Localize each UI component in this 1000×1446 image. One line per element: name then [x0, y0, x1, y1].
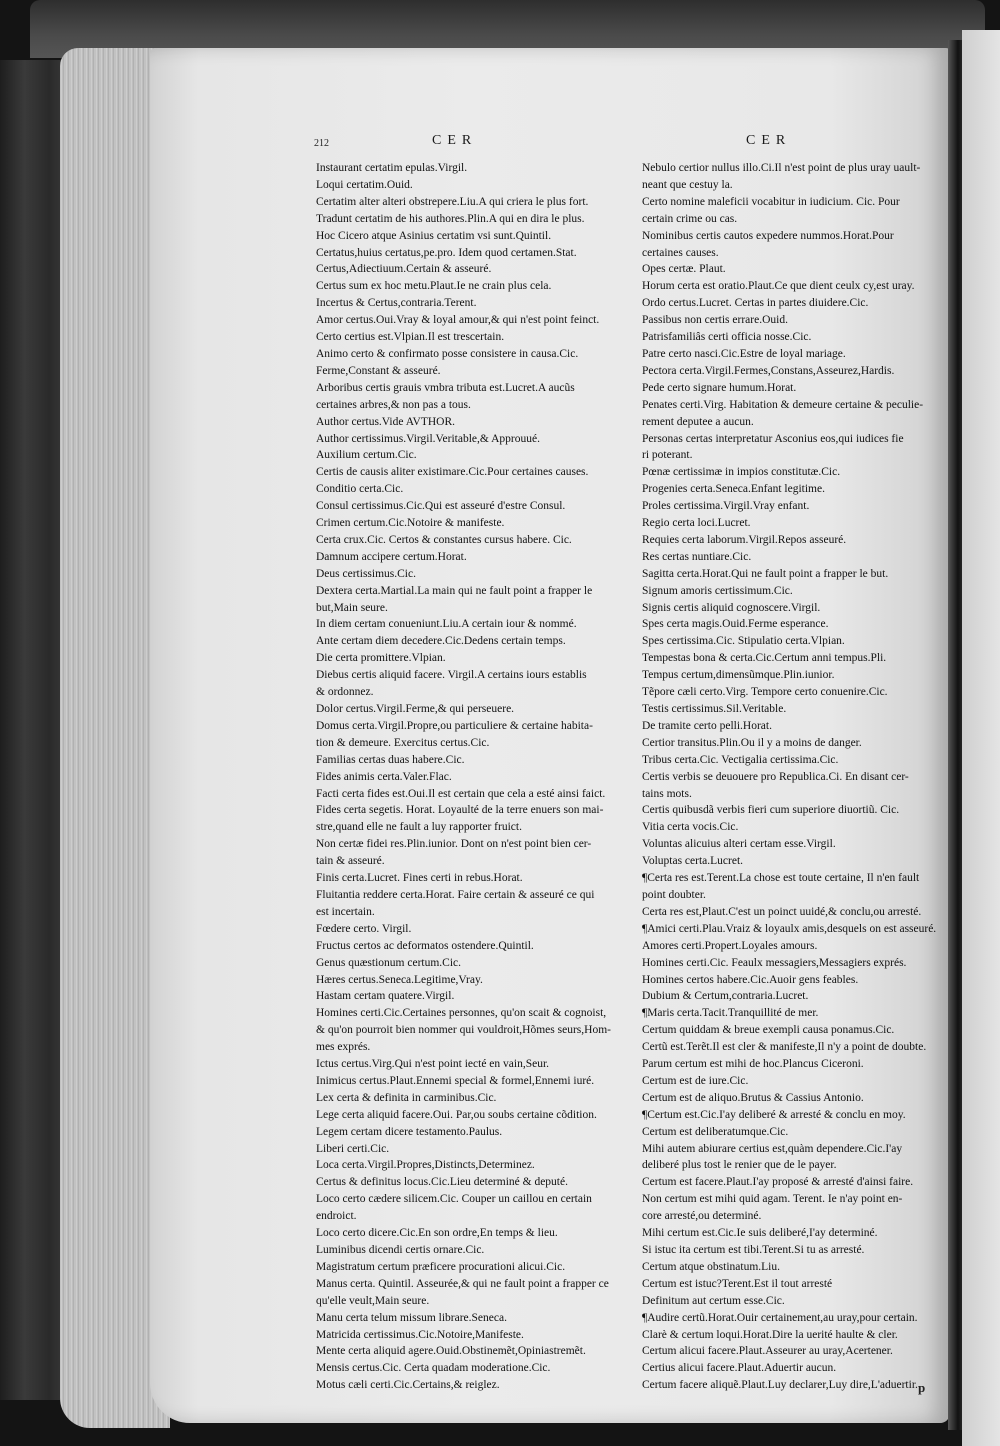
dictionary-entry-line: rement deputee a aucun. [642, 415, 754, 428]
dictionary-entry-line: Certum alicui facere.Plaut.Asseurer au uray,Acertener. [642, 1345, 893, 1358]
dictionary-entry-line: Damnum accipere certum.Horat. [316, 550, 467, 563]
dictionary-entry-line: Opes certæ. Plaut. [642, 263, 726, 276]
dictionary-entry-line: ¶Maris certa.Tacit.Tranquillité de mer. [642, 1007, 819, 1020]
dictionary-entry-line: Certũ est.Terẽt.Il est cler & manifeste,Il n'y a point de doubte. [642, 1041, 927, 1054]
dictionary-entry-line: Certum est de aliquo.Brutus & Cassius Antonio. [642, 1091, 864, 1104]
dictionary-entry-line: Non certum est mihi quid agam. Terent. Ie n'ay point en- [642, 1193, 903, 1206]
dictionary-entry-line: Certo nomine maleficii vocabitur in iudicium. Cic. Pour [642, 195, 900, 208]
dictionary-entry-line: Domus certa.Virgil.Propre,ou particuliere & certaine habita- [316, 719, 593, 732]
dictionary-entry-line: Clarè & certum loqui.Horat.Dire la uerité haulte & cler. [642, 1328, 898, 1341]
dictionary-entry-line: Certa res est,Plaut.C'est un poinct uuidé,& conclu,ou arresté. [642, 905, 922, 918]
dictionary-entry-line: Sagitta certa.Horat.Qui ne fault point a frapper le but. [642, 567, 889, 580]
dictionary-entry-line: tains mots. [642, 787, 692, 800]
dictionary-entry-line: Vitia certa vocis.Cic. [642, 821, 739, 834]
right-running-head: CER [746, 133, 792, 148]
dictionary-entry-line: Proles certissima.Virgil.Vray enfant. [642, 500, 810, 513]
left-running-head: CER [432, 133, 478, 148]
dictionary-entry-line: Tempus certum,dimensũmque.Plin.iunior. [642, 669, 835, 682]
dictionary-entry-line: Tempestas bona & certa.Cic.Certum anni tempus.Pli. [642, 652, 887, 665]
dictionary-entry-line: Auxilium certum.Cic. [316, 449, 417, 462]
dictionary-entry-line: Instaurant certatim epulas.Virgil. [316, 162, 468, 174]
dictionary-entry-line: Matricida certissimus.Cic.Notoire,Manifeste. [316, 1328, 524, 1341]
dictionary-entry-line: Ante certam diem decedere.Cic.Dedens certain temps. [316, 635, 566, 648]
dictionary-entry-line: Horum certa est oratio.Plaut.Ce que dient ceulx cy,est uray. [642, 280, 915, 293]
dictionary-entry-line: Certus sum ex hoc metu.Plaut.Ie ne crain plus cela. [316, 280, 552, 293]
dictionary-entry-line: Spes certissima.Cic. Stipulatio certa.Vlpian. [642, 635, 845, 648]
dictionary-entry-line: Fluitantia reddere certa.Horat. Faire certain & asseuré ce qui [316, 888, 595, 901]
dictionary-entry-line: Amores certi.Propert.Loyales amours. [642, 939, 818, 952]
dictionary-entry-line: Liberi certi.Cic. [316, 1142, 390, 1155]
dictionary-entry-line: ¶Certum est.Cic.I'ay deliberé & arresté & conclu en moy. [642, 1108, 906, 1121]
dictionary-entry-line: certaines arbres,& non pas a tous. [316, 398, 471, 411]
dictionary-entry-line: but,Main seure. [316, 601, 388, 614]
right-column [642, 160, 942, 1394]
dictionary-entry-line: Parum certum est mihi de hoc.Plancus Ciceroni. [642, 1058, 864, 1071]
dictionary-entry-line: Loca certa.Virgil.Propres,Distincts,Determinez. [316, 1159, 535, 1172]
dictionary-entry-line: Lex certa & definita in carminibus.Cic. [316, 1091, 497, 1104]
dictionary-entry-line: Loco certo cædere silicem.Cic. Couper un caillou en certain [316, 1193, 592, 1206]
dictionary-entry-line: Certis verbis se deuouere pro Republica.Ci. En disant cer- [642, 770, 909, 783]
dictionary-entry-line: Fides animis certa.Valer.Flac. [316, 770, 452, 783]
dictionary-entry-line: Certius alicui facere.Plaut.Aduertir aucun. [642, 1362, 837, 1375]
dictionary-entry-line: Deus certissimus.Cic. [316, 567, 416, 580]
dictionary-entry-line: Finis certa.Lucret. Fines certi in rebus.Horat. [316, 872, 523, 885]
signature-mark: p [918, 1380, 926, 1395]
dictionary-entry-line: Fides certa segetis. Horat. Loyaulté de la terre enuers son mai- [316, 804, 604, 817]
dictionary-entry-line: Mihi certum est.Cic.Ie suis deliberé,I'ay determiné. [642, 1227, 878, 1240]
dictionary-entry-line: Certo certius est.Vlpian.Il est trescertain. [316, 331, 505, 344]
dictionary-entry-line: Certior transitus.Plin.Ou il y a moins de danger. [642, 736, 862, 749]
dictionary-entry-line: Fructus certos ac deformatos ostendere.Quintil. [316, 939, 534, 952]
dictionary-entry-line: ¶Audire certũ.Horat.Ouir certainement,au uray,pour certain. [642, 1311, 918, 1324]
dictionary-entry-line: Loqui certatim.Ouid. [316, 178, 413, 191]
dictionary-entry-line: point doubter. [642, 888, 706, 901]
dictionary-entry-line: Nebulo certior nullus illo.Ci.Il n'est point de plus uray uault- [642, 162, 921, 174]
dictionary-entry-line: Personas certas interpretatur Asconius eos,qui iudices fie [642, 432, 904, 445]
dictionary-entry-line: endroict. [316, 1210, 357, 1223]
dictionary-entry-line: Certus,Adiectiuum.Certain & asseuré. [316, 263, 492, 276]
dictionary-entry-line: Hæres certus.Seneca.Legitime,Vray. [316, 973, 483, 986]
dictionary-entry-line: est incertain. [316, 905, 375, 918]
dictionary-entry-line: Hastam certam quatere.Virgil. [316, 990, 455, 1003]
dictionary-entry-line: certaines causes. [642, 246, 719, 259]
dictionary-entry-line: Arboribus certis grauis vmbra tributa est.Lucret.A aucũs [316, 381, 575, 394]
dictionary-entry-line: ri poterant. [642, 449, 693, 462]
dictionary-entry-line: Hoc Cicero atque Asinius certatim vsi sunt.Quintil. [316, 229, 552, 242]
dictionary-entry-line: Tradunt certatim de his authores.Plin.A qui en dira le plus. [316, 212, 585, 225]
dictionary-entry-line: Definitum aut certum esse.Cic. [642, 1294, 785, 1307]
dictionary-entry-line: Pœnæ certissimæ in impios constitutæ.Cic. [642, 466, 841, 479]
dictionary-entry-line: ¶Certa res est.Terent.La chose est toute certaine, Il n'en fault [642, 872, 920, 885]
dictionary-entry-line: Spes certa magis.Ouid.Ferme esperance. [642, 618, 829, 631]
dictionary-entry-line: Res certas nuntiare.Cic. [642, 550, 752, 563]
dictionary-entry-line: Certum est de iure.Cic. [642, 1074, 749, 1087]
dictionary-entry-line: Animo certo & confirmato posse consistere in causa.Cic. [316, 347, 579, 360]
dictionary-entry-line: Genus quæstionum certum.Cic. [316, 956, 462, 969]
dictionary-entry-line: Legem certam dicere testamento.Paulus. [316, 1125, 503, 1138]
dictionary-entry-line: tain & asseuré. [316, 855, 385, 868]
dictionary-entry-line: Homines certos habere.Cic.Auoir gens feables. [642, 973, 859, 986]
dictionary-entry-line: Tribus certa.Cic. Vectigalia certissima.Cic. [642, 753, 839, 766]
dictionary-entry-line: Regio certa loci.Lucret. [642, 517, 751, 530]
dictionary-entry-line: core arresté,ou determiné. [642, 1210, 762, 1223]
dictionary-entry-line: Fœdere certo. Virgil. [316, 922, 412, 935]
dictionary-entry-line: Passibus non certis errare.Ouid. [642, 314, 788, 327]
dictionary-entry-line: Diebus certis aliquid facere. Virgil.A certains iours establis [316, 669, 587, 682]
dictionary-entry-line: Certum est facere.Plaut.I'ay proposé & arresté d'ainsi faire. [642, 1176, 914, 1189]
dictionary-entry-line: & ordonnez. [316, 686, 374, 699]
page-number: 212 [314, 138, 329, 149]
dictionary-entry-line: Ferme,Constant & asseuré. [316, 364, 441, 377]
dictionary-entry-line: Certis de causis aliter existimare.Cic.Pour certaines causes. [316, 466, 589, 479]
dictionary-entry-line: Facti certa fides est.Oui.Il est certain que cela a esté ainsi faict. [316, 787, 606, 800]
dictionary-entry-line: Tẽpore cæli certo.Virg. Tempore certo conuenire.Cic. [642, 686, 888, 699]
dictionary-entry-line: Si istuc ita certum est tibi.Terent.Si tu as arresté. [642, 1244, 865, 1256]
facing-page-edge [962, 30, 1000, 1446]
dictionary-entry-line: Mihi autem abiurare certius est,quàm dependere.Cic.I'ay [642, 1142, 903, 1155]
dictionary-entry-line: Ordo certus.Lucret. Certas in partes diuidere.Cic. [642, 297, 869, 310]
dictionary-entry-line: Amor certus.Oui.Vray & loyal amour,& qui n'est point feinct. [316, 314, 600, 327]
dictionary-entry-line: neant que cestuy la. [642, 178, 733, 191]
dictionary-entry-line: Dextera certa.Martial.La main qui ne fault point a frapper le [316, 584, 593, 597]
dictionary-entry-line: Familias certas duas habere.Cic. [316, 753, 465, 766]
dictionary-entry-line: Dolor certus.Virgil.Ferme,& qui perseuere. [316, 703, 515, 715]
dictionary-entry-line: Manus certa. Quintil. Asseurée,& qui ne fault point a frapper ce [316, 1277, 609, 1290]
dictionary-entry-line: Certatus,huius certatus,pe.pro. Idem quod certamen.Stat. [316, 246, 577, 259]
dictionary-entry-line: stre,quand elle ne fault a luy rapporter fruict. [316, 821, 522, 834]
dictionary-entry-line: Non certæ fidei res.Plin.iunior. Dont on n'est point bien cer- [316, 838, 592, 851]
dictionary-entry-line: Mente certa aliquid agere.Ouid.Obstinemẽt,Opiniastremẽt. [316, 1345, 586, 1358]
dictionary-entry-line: Pectora certa.Virgil.Fermes,Constans,Asseurez,Hardis. [642, 364, 895, 377]
dictionary-entry-line: Die certa promittere.Vlpian. [316, 652, 446, 665]
dictionary-entry-line: Certum atque obstinatum.Liu. [642, 1260, 780, 1273]
dictionary-entry-line: Inimicus certus.Plaut.Ennemi special & formel,Ennemi iuré. [316, 1074, 595, 1087]
dictionary-entry-line: Certum est deliberatumque.Cic. [642, 1125, 789, 1138]
dictionary-entry-line: Nominibus certis cautos expedere nummos.Horat.Pour [642, 229, 894, 242]
dictionary-entry-line: Patrisfamiliâs certi officia nosse.Cic. [642, 331, 812, 344]
dictionary-entry-line: qu'elle veult,Main seure. [316, 1294, 430, 1307]
dictionary-entry-line: Author certus.Vide AVTHOR. [316, 415, 455, 428]
dictionary-entry-line: & qu'on pourroit bien nommer qui vouldroit,Hõmes seurs,Hom- [316, 1024, 611, 1037]
dictionary-entry-line: Voluptas certa.Lucret. [642, 855, 744, 868]
dictionary-entry-line: tion & demeure. Exercitus certus.Cic. [316, 736, 490, 749]
dictionary-entry-line: Ictus certus.Virg.Qui n'est point iecté en vain,Seur. [316, 1058, 550, 1071]
dictionary-entry-line: Crimen certum.Cic.Notoire & manifeste. [316, 517, 505, 530]
dictionary-entry-line: Lege certa aliquid facere.Oui. Par,ou soubs certaine cõdition. [316, 1108, 597, 1121]
dictionary-entry-line: In diem certam conueniunt.Liu.A certain iour & nommé. [316, 618, 577, 631]
dictionary-entry-line: Certum est istuc?Terent.Est il tout arresté [642, 1277, 833, 1290]
dictionary-entry-line: Consul certissimus.Cic.Qui est asseuré d'estre Consul. [316, 500, 566, 513]
dictionary-entry-line: Patre certo nasci.Cic.Estre de loyal mariage. [642, 347, 846, 360]
dictionary-entry-line: Requies certa laborum.Virgil.Repos asseuré. [642, 533, 847, 546]
dictionary-entry-line: Certis quibusdã verbis fieri cum superiore diuortiũ. Cic. [642, 804, 900, 817]
dictionary-entry-line: Certatim alter alteri obstrepere.Liu.A qui criera le plus fort. [316, 195, 589, 208]
dictionary-entry-line: Signum amoris certissimum.Cic. [642, 584, 793, 597]
dictionary-entry-line: Penates certi.Virg. Habitation & demeure certaine & peculie- [642, 398, 924, 411]
dictionary-entry-line: Certum facere aliquẽ.Plaut.Luy declarer,Luy dire,L'aduertir. [642, 1379, 918, 1392]
dictionary-entry-line: De tramite certo pelli.Horat. [642, 719, 772, 732]
dictionary-entry-line: Pede certo signare humum.Horat. [642, 381, 797, 394]
dictionary-entry-line: Incertus & Certus,contraria.Terent. [316, 297, 477, 310]
dictionary-entry-line: certain crime ou cas. [642, 212, 738, 225]
dictionary-entry-line: Homines certi.Cic.Certaines personnes, qu'on scait & cognoist, [316, 1007, 607, 1020]
dictionary-entry-line: mes exprés. [316, 1041, 371, 1054]
dictionary-entry-line: Progenies certa.Seneca.Enfant legitime. [642, 483, 825, 496]
dictionary-entry-line: Magistratum certum præficere procurationi alicui.Cic. [316, 1260, 566, 1273]
dictionary-entry-line: Voluntas alicuius alteri certam esse.Virgil. [642, 838, 836, 851]
dictionary-entry-line: Homines certi.Cic. Feaulx messagiers,Messagiers exprés. [642, 956, 907, 969]
dictionary-entry-line: Author certissimus.Virgil.Veritable,& Approuué. [316, 432, 540, 445]
dictionary-entry-line: Dubium & Certum,contraria.Lucret. [642, 990, 809, 1003]
dictionary-entry-line: Certa crux.Cic. Certos & constantes cursus habere. Cic. [316, 533, 572, 546]
dictionary-entry-line: Luminibus dicendi certis ornare.Cic. [316, 1244, 485, 1256]
dictionary-entry-line: Certum quiddam & breue exempli causa ponamus.Cic. [642, 1024, 895, 1037]
dictionary-entry-line: Conditio certa.Cic. [316, 483, 404, 496]
dictionary-entry-line: deliberé plus tost le renier que de le payer. [642, 1159, 837, 1172]
dictionary-entry-line: Loco certo dicere.Cic.En son ordre,En temps & lieu. [316, 1227, 558, 1240]
dictionary-entry-line: Manu certa telum missum librare.Seneca. [316, 1311, 507, 1324]
dictionary-entry-line: Testis certissimus.Sil.Veritable. [642, 703, 787, 715]
dictionary-entry-line: Mensis certus.Cic. Certa quadam moderatione.Cic. [316, 1362, 551, 1375]
dictionary-entry-line: Signis certis aliquid cognoscere.Virgil. [642, 601, 821, 614]
dictionary-entry-line: Motus cæli certi.Cic.Certains,& reiglez. [316, 1379, 500, 1392]
dictionary-entry-line: ¶Amici certi.Plau.Vraiz & loyaulx amis,desquels on est asseuré. [642, 922, 937, 935]
dictionary-entry-line: Certus & definitus locus.Cic.Lieu determiné & deputé. [316, 1176, 568, 1189]
left-column [316, 160, 634, 1394]
